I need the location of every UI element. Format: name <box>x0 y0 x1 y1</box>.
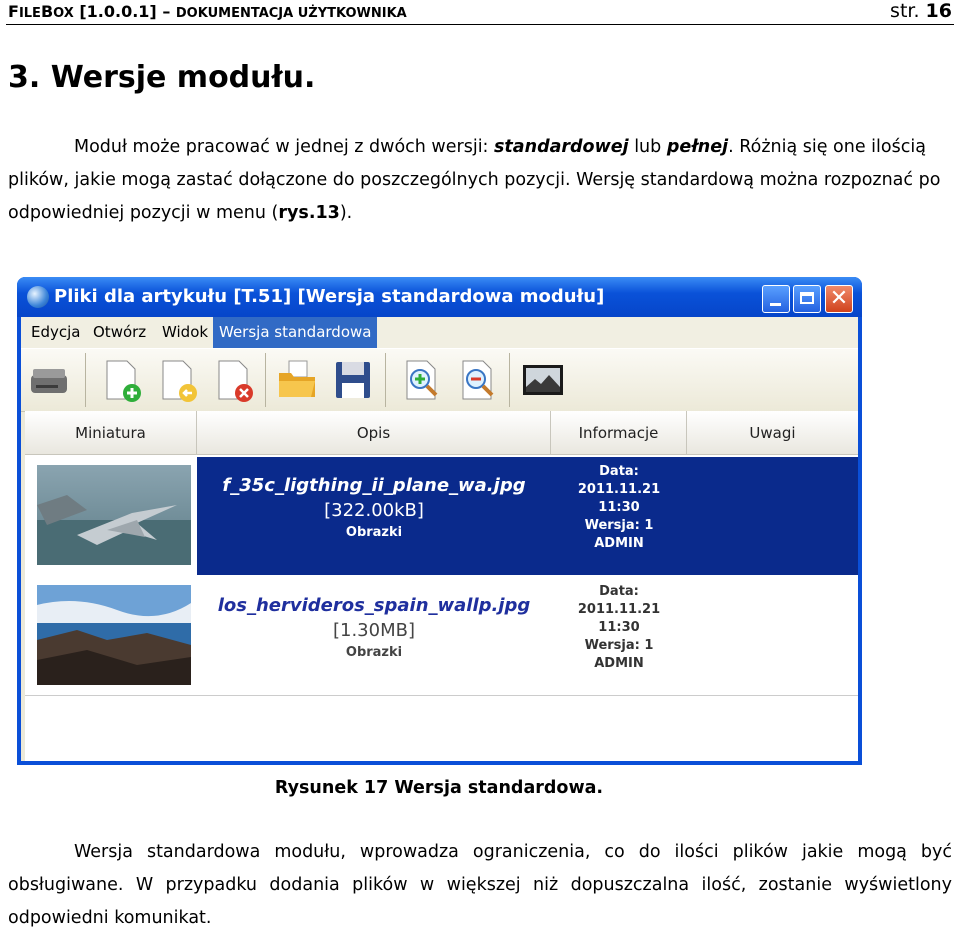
page-number <box>890 0 952 22</box>
toolbar-separator <box>265 353 266 407</box>
emphasis-full: pełnej <box>666 137 729 157</box>
column-header-opis[interactable]: Opis <box>197 411 551 455</box>
app-window <box>17 277 862 765</box>
window-titlebar[interactable] <box>17 277 862 317</box>
menu-edycja[interactable]: Edycja <box>31 323 81 341</box>
info-time: 11:30 <box>598 500 640 515</box>
figure-reference: rys.13 <box>278 203 340 223</box>
page-label: str. <box>890 0 926 22</box>
close-button[interactable] <box>825 285 853 313</box>
info-user: ADMIN <box>594 656 644 671</box>
title-part: ILE <box>18 6 41 21</box>
table-row[interactable] <box>25 457 858 575</box>
figure-caption: Rysunek 17 Wersja standardowa. <box>274 778 604 798</box>
info-version: Wersja: 1 <box>584 518 654 533</box>
info-date: 2011.11.21 <box>577 602 661 617</box>
thumbnail-cell <box>25 577 197 695</box>
table-row[interactable] <box>25 577 858 696</box>
info-date-label: Data: <box>599 584 639 599</box>
title-doc: DOKUMENTACJA UŻYTKOWNIKA <box>175 6 407 21</box>
file-name: f_35c_ligthing_ii_plane_wa.jpg <box>222 475 526 496</box>
save-disk-icon[interactable] <box>331 357 375 403</box>
replace-file-icon[interactable] <box>155 357 199 403</box>
info-user: ADMIN <box>594 536 644 551</box>
zoom-in-icon[interactable] <box>399 357 443 403</box>
open-folder-icon[interactable] <box>275 357 319 403</box>
window-body <box>21 317 858 761</box>
page-number-value: 16 <box>925 0 952 22</box>
image-preview-icon[interactable] <box>521 357 565 403</box>
app-globe-icon <box>27 286 49 308</box>
toolbar-separator <box>85 353 86 407</box>
column-header-miniatura[interactable]: Miniatura <box>25 411 197 455</box>
emphasis-standard: standardowej <box>494 137 629 157</box>
column-header-uwagi[interactable]: Uwagi <box>687 411 858 455</box>
delete-file-icon[interactable] <box>211 357 255 403</box>
paragraph-intro <box>8 131 952 230</box>
add-file-icon[interactable] <box>99 357 143 403</box>
notes-cell <box>687 577 858 695</box>
paragraph-limits <box>8 836 952 935</box>
title-part: OX <box>53 6 74 21</box>
toolbar-separator <box>385 353 386 407</box>
info-date: 2011.11.21 <box>577 482 661 497</box>
doc-title <box>8 2 407 21</box>
coast-landscape-thumbnail <box>37 585 191 685</box>
description-cell <box>197 577 551 695</box>
file-type: Obrazki <box>345 525 403 540</box>
file-size: [1.30MB] <box>332 620 415 641</box>
text: ). <box>339 203 353 223</box>
info-date-label: Data: <box>599 464 639 479</box>
notes-cell <box>687 457 858 575</box>
text: Wersja standardowa modułu, wprowadza ograniczenia, co do ilości plików jakie mogą być obsługiwane. W przypadku dodania plików w większej niż dopuszczalna ilość, zostanie wyświetlony odpowiedni komunikat. <box>8 842 952 928</box>
text: . Różnią się one ilością plików, jakie mogą zastać dołączone do poszczególnych pozycji. Wersję standardową można rozpoznać po odpowiedniej pozycji w menu ( <box>8 137 941 223</box>
info-version: Wersja: 1 <box>584 638 654 653</box>
file-name: los_hervideros_spain_wallp.jpg <box>217 595 531 616</box>
minimize-button[interactable] <box>762 285 790 313</box>
text: Moduł może pracować w jednej z dwóch wersji: <box>74 137 495 157</box>
file-type: Obrazki <box>345 645 403 660</box>
toolbar-separator <box>509 353 510 407</box>
info-cell <box>551 457 687 575</box>
menu-otworz[interactable]: Otwórz <box>93 323 147 341</box>
files-grid <box>25 411 858 761</box>
jet-plane-thumbnail <box>37 465 191 565</box>
title-part: B <box>40 2 54 21</box>
menu-bar <box>21 317 858 348</box>
description-cell <box>197 457 551 575</box>
column-header-informacje[interactable]: Informacje <box>551 411 687 455</box>
info-time: 11:30 <box>598 620 640 635</box>
zoom-out-icon[interactable] <box>455 357 499 403</box>
title-part: F <box>8 2 19 21</box>
thumbnail-cell <box>25 457 197 575</box>
page-header <box>6 0 954 25</box>
maximize-button[interactable] <box>793 285 821 313</box>
menu-wersja-standardowa[interactable]: Wersja standardowa <box>213 317 377 348</box>
window-title: Pliki dla artykułu [T.51] [Wersja standardowa modułu] <box>54 286 605 307</box>
text: lub <box>628 137 667 157</box>
scanner-icon[interactable] <box>27 357 71 403</box>
info-cell <box>551 577 687 695</box>
file-size: [322.00kB] <box>324 500 424 521</box>
section-title: 3. Wersje modułu. <box>8 60 316 95</box>
close-icon: ✕ <box>829 286 849 311</box>
title-version: [1.0.0.1] – <box>73 2 176 21</box>
toolbar <box>21 348 858 412</box>
menu-widok[interactable]: Widok <box>162 323 209 341</box>
